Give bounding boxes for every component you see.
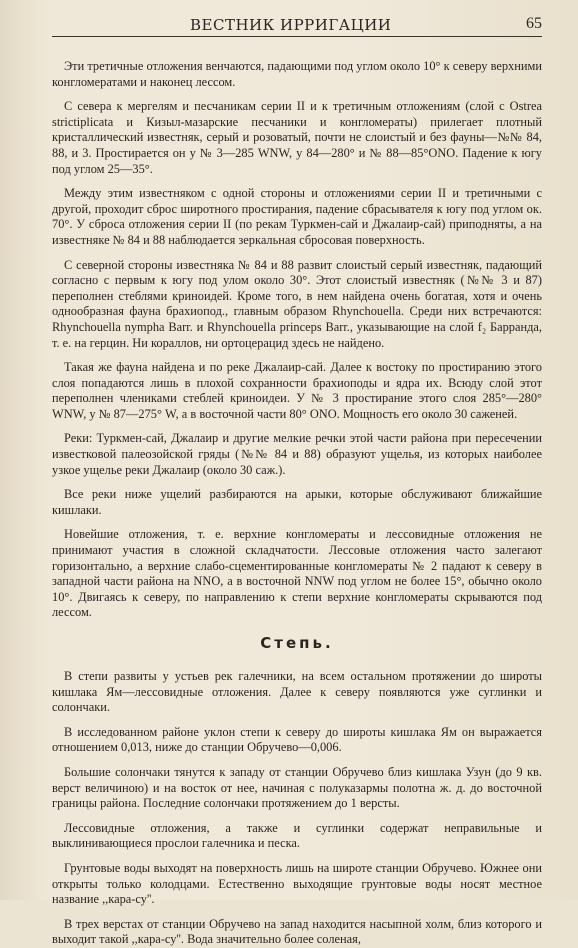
paragraph: С севера к мергелям и песчаникам серии II и к третичным отложениям (слой с Ostrea strictiplicata и Кизыл-мазарские песчаники и конгломераты) прилегает плотный кристаллический известняк, серый и розоватый, почти не слоистый и без фауны—№№ 84, 88, и 3. Простирается он у № 3—285 WNW, у 84—280° и № 88—85°ONO. Падение к югу под углом 25—35°. <box>52 99 542 176</box>
paragraph: Новейшие отложения, т. е. верхние конгломераты и лессовидные отложения не принимают участия в сложной складчатости. Лессовые отложения часто залегают горизонтально, а верхние слабо-сцементированные конгломераты № 2 падают к северу в западной части района на NNO, а в восточной NNW под углом не более 15°, обычно около 10°. Двигаясь к северу, по направлению к степи верхние конгломераты скрываются под лессом. <box>52 527 542 620</box>
section-title: Степь. <box>260 634 334 652</box>
page-number: 65 <box>526 15 542 32</box>
paragraph: В исследованном районе уклон степи к северу до широты кишлака Ям он выражается отношением 0,013, ниже до станции Обручево—0,006. <box>52 724 542 755</box>
paragraph: Между этим известняком с одной стороны и отложениями серии II и третичными с другой, проходит сброс широтного простирания, падение сбрасывателя к югу под углом ок. 70°. У сброса отложения серии II (по рекам Туркмен-сай и Джалаир-сай) приподняты, а на известняке № 84 и 88 наблюдается зеркальная сбросовая поверхность. <box>52 186 542 247</box>
paragraph: В степи развиты у устьев рек галечники, на всем остальном протяжении до широты кишлака Ям—лессовидные отложения. Далее к северу появляются уже суглинки и солончаки. <box>52 669 542 715</box>
paragraph: В трех верстах от станции Обручево на запад находится насыпной холм, близ которого и выходит такой ,,кара-су''. Вода значительно более соленая, <box>52 916 542 947</box>
page-header <box>52 14 542 37</box>
paragraph: Все реки ниже ущелий разбираются на арыки, которые обслуживают ближайшие кишлаки. <box>52 487 542 517</box>
paragraph: Лессовидные отложения, а также и суглинки содержат неправильные и выклинивающиеся прослои галечника и песка. <box>52 820 542 851</box>
paragraph: С северной стороны известняка № 84 и 88 развит слоистый серый известняк, падающий согласно с первым к югу под улом около 30°. Этот слоистый известняк (№№ 3 и 87) переполнен стеблями криноидей. Кроме того, в нем найдена очень богатая, хотя и очень однообразная фауна брахиопод., главным образом Rhynchouella. Среди них встречаются: Rhynchouella nympha Barr. и Rhynchouella princeps Barr., указывающие на слой f₂ Барранда, т. е. на герцин. Ни кораллов, ни ортоцерацид здесь не найдено. <box>52 257 542 350</box>
body-text-after <box>52 669 542 948</box>
body-text-before <box>52 59 542 621</box>
paragraph: Большие солончаки тянутся к западу от станции Обручево близ кишлака Узун (до 9 кв. верст величиною) и на восток от нее, начиная с полуказармы полотна ж. д. до восточной границы района. Последние солончаки протяжением до 1 версты. <box>52 764 542 811</box>
paragraph: Такая же фауна найдена и по реке Джалаир-сай. Далее к востоку по простиранию этого слоя попадаются лишь в плохой сохранности брахиоподы и ядра их. Всюду слой этот переполнен члениками стеблей криноидеи. У № 3 простирание этого слоя 285°—280° WNW, у № 87—275° W, а в восточной части 80° ONO. Мощность его около 30 саженей. <box>52 360 542 421</box>
paragraph: Реки: Туркмен-сай, Джалаир и другие мелкие речки этой части района при пересечении известковой палеозойской гряды (№№ 84 и 88) образуют ущелья, из которых наиболее узкое ущелье реки Джалаир (около 30 саж.). <box>52 431 542 477</box>
paragraph: Грунтовые воды выходят на поверхность лишь на широте станции Обручево. Южнее они открыты только колодцами. Естественно выходящие грунтовые воды носят местное название ,,кара-су''. <box>52 860 542 907</box>
paragraph: Эти третичные отложения венчаются, падающими под углом около 10° к северу верхними конгломератами и наконец лессом. <box>52 59 542 89</box>
journal-title: ВЕСТНИК ИРРИГАЦИИ <box>190 16 392 34</box>
